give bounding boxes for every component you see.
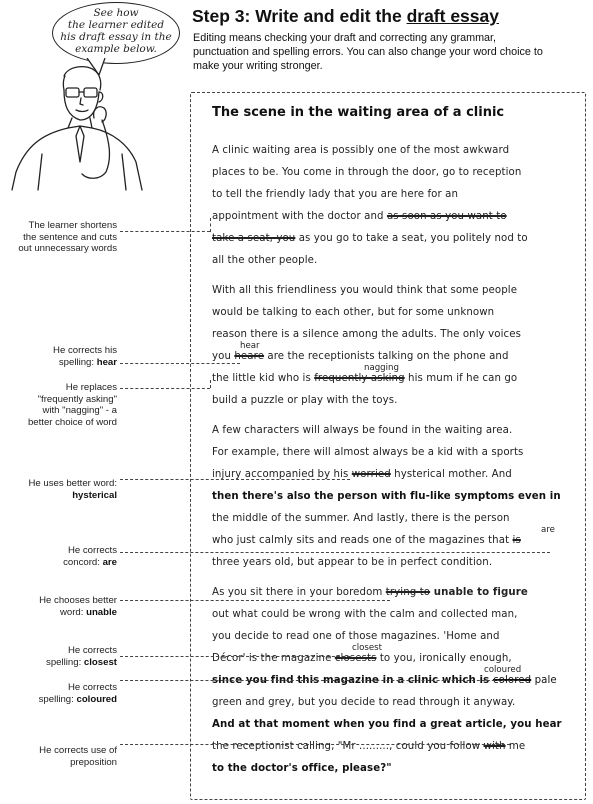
essay-line: As you sit there in your boredom trying to unable to figure (212, 587, 528, 598)
inserted-correction: nagging (364, 363, 399, 373)
inserted-correction: closest (352, 643, 382, 653)
inserted-correction: are (541, 525, 555, 535)
annotation-leader (120, 656, 350, 657)
essay-line: to the doctor's office, please?" (212, 763, 392, 774)
annotation-nagging: He replaces "frequently asking" with "nagging" - a better choice of word (27, 382, 117, 428)
essay-title: The scene in the waiting area of a clinic (212, 105, 505, 120)
struck-text: as soon as you want to (386, 211, 507, 222)
struck-text: heare (234, 351, 265, 362)
page-title: Step 3: Write and edit the draft essay (192, 6, 499, 26)
speech-bubble (52, 2, 180, 64)
essay-line: would be talking to each other, but for some unknown (212, 307, 495, 318)
essay-line: all the other people. (212, 255, 318, 266)
bubble-line: example below. (75, 43, 157, 55)
essay-line: build a puzzle or play with the toys. (212, 395, 398, 406)
struck-text: frequently asking (314, 373, 405, 384)
annotation-leader (120, 552, 550, 553)
struck-text: take a seat, you (212, 233, 296, 244)
essay-line: For example, there will almost always be a kid with a sports (212, 447, 524, 458)
essay-line: the little kid who is frequently asking his mum if he can go (212, 373, 518, 384)
annotation-leader (120, 479, 350, 480)
essay-line: out what could be wrong with the calm and collected man, (212, 609, 518, 620)
annotation-leader (120, 363, 240, 364)
annotation-leader (120, 231, 210, 232)
bubble-line: the learner edited (67, 19, 165, 31)
essay-line: take a seat, you as you go to take a seat, you politely nod to (212, 233, 528, 244)
essay-line: to tell the friendly lady that you are here for an (212, 189, 459, 200)
inserted-correction: hear (240, 341, 260, 351)
inserted-correction: coloured (484, 665, 522, 675)
annotation-are: He corrects concord: are (63, 545, 117, 568)
essay-line: reason there is a silence among the adults. The only voices (212, 329, 521, 340)
annotation-leader (120, 680, 520, 681)
annotation-hysterical: He uses better word: hysterical (28, 478, 117, 501)
annotation-coloured: He corrects spelling: coloured (38, 682, 117, 705)
essay-line: who just calmly sits and reads one of the magazines that is (212, 535, 521, 546)
annotation-preposition: He corrects use of preposition (39, 745, 117, 768)
essay-line: And at that moment when you find a great article, you hear (212, 719, 562, 730)
annotation-leader (210, 218, 211, 232)
annotation-shorten: The learner shortens the sentence and cuts out unnecessary words (18, 220, 117, 254)
annotation-hear: He corrects his spelling: hear (53, 345, 117, 368)
struck-text: trying to (385, 587, 431, 598)
essay-line: then there's also the person with flu-like symptoms even in (212, 491, 561, 502)
essay-line: appointment with the doctor and as soon as you want to (212, 211, 507, 222)
struck-text: with (483, 741, 506, 752)
struck-text: is (512, 535, 521, 546)
essay-line: you decide to read one of those magazines. 'Home and (212, 631, 500, 642)
annotation-unable: He chooses better word: unable (39, 595, 117, 618)
essay-line: three years old, but appear to be in perfect condition. (212, 557, 493, 568)
annotation-leader (120, 744, 510, 745)
bubble-line: See how (93, 7, 139, 19)
essay-line: you heare are the receptionists talking on the phone and (212, 351, 509, 362)
essay-line: A clinic waiting area is possibly one of the most awkward (212, 145, 510, 156)
intro-text: Editing means checking your draft and correcting any grammar, punctuation and spelling errors. You can also change your word choice to make your writing stronger. (193, 32, 543, 72)
learner-illustration-icon (2, 62, 152, 192)
essay-line: the middle of the summer. And lastly, there is the person (212, 513, 510, 524)
essay-line: Décor' is the magazine closests to you, ironically enough, (212, 653, 512, 664)
essay-line: A few characters will always be found in the waiting area. (212, 425, 513, 436)
essay-paper (190, 92, 586, 800)
essay-line: green and grey, but you decide to read through it anyway. (212, 697, 516, 708)
struck-text: closests (334, 653, 377, 664)
essay-line: places to be. You come in through the door, go to reception (212, 167, 522, 178)
struck-text: colored (492, 675, 532, 686)
essay-line: since you find this magazine in a clinic which is colored pale (212, 675, 557, 686)
essay-line: the receptionist calling, "Mr ........., could you follow with me (212, 741, 526, 752)
annotation-leader (120, 388, 210, 389)
essay-line: With all this friendliness you would think that some people (212, 285, 518, 296)
struck-text: worried (351, 469, 391, 480)
bubble-line: his draft essay in the (60, 31, 172, 43)
title-underlined: draft essay (406, 6, 499, 26)
annotation-leader (210, 380, 211, 388)
essay-line: injury accompanied by his worried hysterical mother. And (212, 469, 512, 480)
annotation-closest: He corrects spelling: closest (46, 645, 117, 668)
annotation-leader (120, 600, 390, 601)
